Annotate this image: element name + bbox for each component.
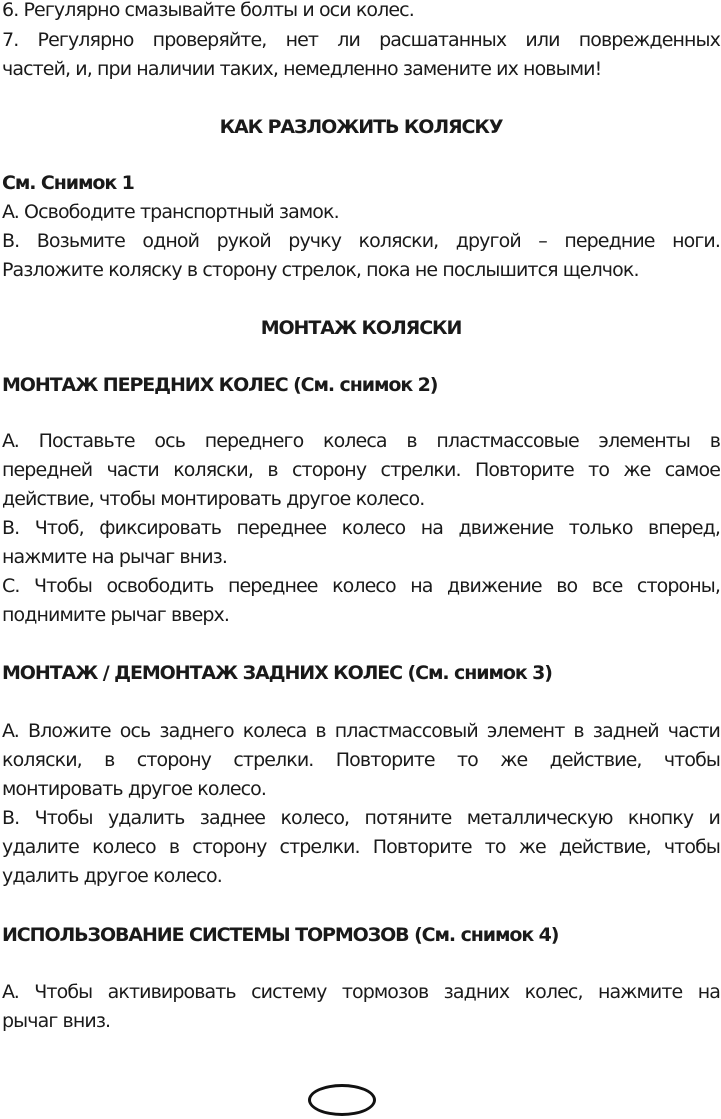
care-item-7-line-1: 7. Регулярно проверяйте, нет ли расшатанных или поврежденных <box>2 29 720 51</box>
rear-step-a-line-1: A. Вложите ось заднего колеса в пластмассовый элемент в задней части <box>2 720 720 742</box>
unfold-step-b-line-1: B. Возьмите одной рукой ручку коляски, другой – передние ноги. <box>2 230 720 252</box>
brake-step-a-line-2: рычаг вниз. <box>2 1010 111 1032</box>
subsection-brake-system: ИСПОЛЬЗОВАНИЕ СИСТЕМЫ ТОРМОЗОВ (См. снимок 4) <box>2 924 559 946</box>
front-step-b-line-2: нажмите на рычаг вниз. <box>2 546 228 568</box>
front-step-b-line-1: B. Чтоб, фиксировать переднее колесо на движение только вперед, <box>2 517 720 539</box>
rear-step-a-line-3: монтировать другое колесо. <box>2 778 267 800</box>
front-step-a-line-1: A. Поставьте ось переднего колеса в пластмассовые элементы в <box>2 430 720 452</box>
rear-step-b-line-3: удалить другое колесо. <box>2 865 222 887</box>
section-title-unfold: КАК РАЗЛОЖИТЬ КОЛЯСКУ <box>219 116 503 138</box>
rear-step-a-line-2: коляски, в сторону стрелки. Повторите то же действие, чтобы <box>2 749 720 771</box>
front-step-c-line-2: поднимите рычаг вверх. <box>2 604 230 626</box>
page-number-oval <box>308 1084 376 1116</box>
figure-reference-1: См. Снимок 1 <box>2 172 134 194</box>
rear-step-b-line-2: удалите колесо в сторону стрелки. Повторите то же действие, чтобы <box>2 836 720 858</box>
unfold-step-a: A. Освободите транспортный замок. <box>2 201 339 223</box>
subsection-front-wheels: МОНТАЖ ПЕРЕДНИХ КОЛЕС (См. снимок 2) <box>2 374 438 396</box>
section-title-assembly: МОНТАЖ КОЛЯСКИ <box>260 317 462 339</box>
front-step-a-line-3: действие, чтобы монтировать другое колесо. <box>2 488 425 510</box>
care-item-6: 6. Регулярно смазывайте болты и оси колес. <box>2 0 414 21</box>
front-step-a-line-2: передней части коляски, в сторону стрелки. Повторите то же самое <box>2 459 720 481</box>
front-step-c-line-1: C. Чтобы освободить переднее колесо на движение во все стороны, <box>2 575 720 597</box>
subsection-rear-wheels: МОНТАЖ / ДЕМОНТАЖ ЗАДНИХ КОЛЕС (См. снимок 3) <box>2 662 552 684</box>
unfold-step-b-line-2: Разложите коляску в сторону стрелок, пока не послышится щелчок. <box>2 259 639 281</box>
brake-step-a-line-1: A. Чтобы активировать систему тормозов задних колес, нажмите на <box>2 981 720 1003</box>
care-item-7-line-2: частей, и, при наличии таких, немедленно замените их новыми! <box>2 58 602 80</box>
rear-step-b-line-1: B. Чтобы удалить заднее колесо, потяните металлическую кнопку и <box>2 807 720 829</box>
